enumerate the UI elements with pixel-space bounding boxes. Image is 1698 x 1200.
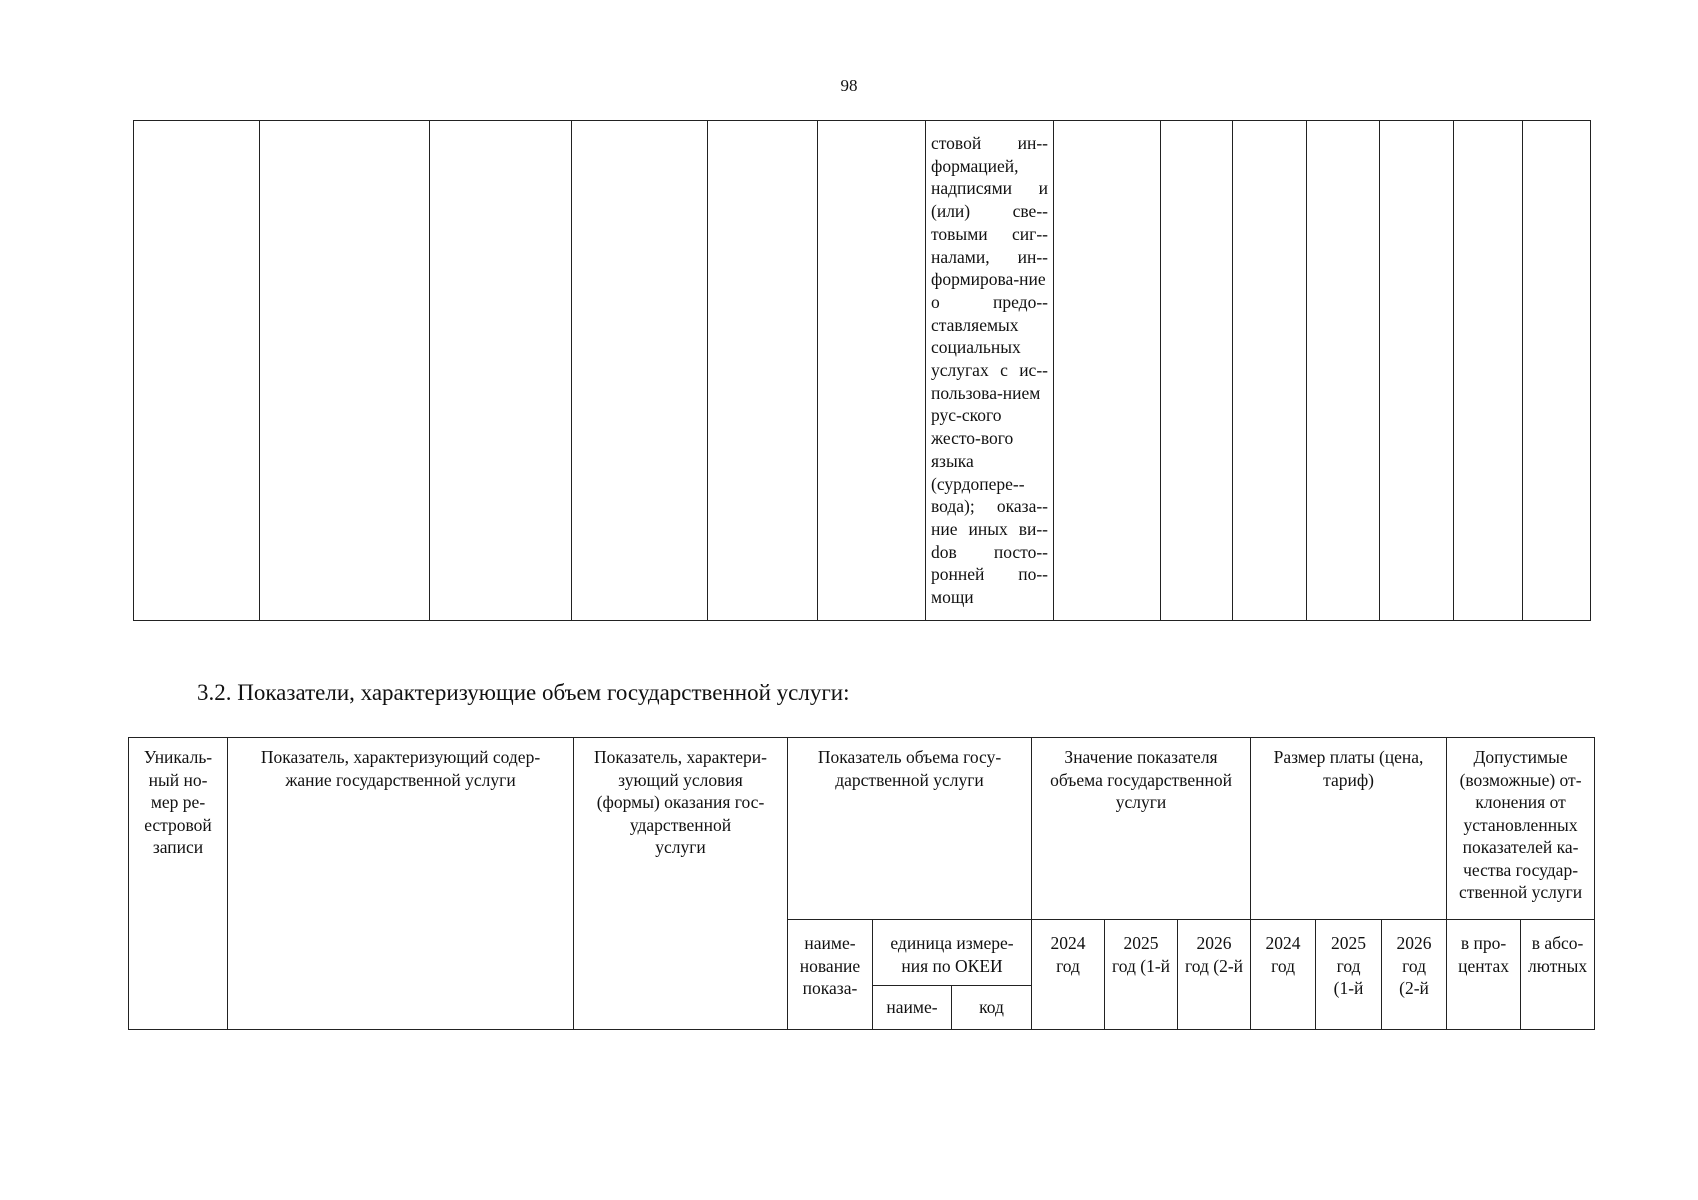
header-conditions-indicator: Показатель, характери- зующий условия (формы) оказания гос- ударственной услуги [574, 738, 788, 1030]
header-2026-value: 2026 год (2-й [1178, 920, 1251, 1030]
continuation-text-cell [926, 121, 1054, 621]
header-in-absolute: в абсо- лютных [1521, 920, 1595, 1030]
header-deviations: Допустимые (возможные) от- клонения от установленных показателей ка- чества государ- ственной услуги [1447, 738, 1595, 920]
table-cell [430, 121, 572, 621]
table-cell [1454, 121, 1523, 621]
table-cell [1233, 121, 1307, 621]
header-2026-fee: 2026 год (2-й [1382, 920, 1447, 1030]
header-unit-name: наиме- [873, 986, 952, 1030]
continuation-table [133, 120, 1591, 621]
table-cell [818, 121, 926, 621]
header-content-indicator: Показатель, характеризующий содер- жание государственной услуги [228, 738, 574, 1030]
header-unit-okei: единица измере- ния по ОКЕИ [873, 920, 1032, 986]
header-in-percent: в про- центах [1447, 920, 1521, 1030]
table-row [129, 738, 1595, 920]
table-cell [1307, 121, 1380, 621]
header-indicator-name: наиме- нование показа- [788, 920, 873, 1030]
header-2025-fee: 2025 год (1-й [1316, 920, 1382, 1030]
table-cell [1523, 121, 1591, 621]
header-unit-code: код [952, 986, 1032, 1030]
header-2025-value: 2025 год (1-й [1105, 920, 1178, 1030]
header-registry-number: Уникаль- ный но- мер ре- естровой записи [129, 738, 228, 1030]
table-cell [1161, 121, 1233, 621]
table-cell [1054, 121, 1161, 621]
header-2024-value: 2024 год [1032, 920, 1105, 1030]
header-2024-fee: 2024 год [1251, 920, 1316, 1030]
header-fee-amount: Размер платы (цена, тариф) [1251, 738, 1447, 920]
table-cell [134, 121, 260, 621]
table-row [134, 121, 1591, 621]
continuation-text: стовой ин-формацией, надписями и (или) све-товыми сиг-налами, ин-формирова-ние о предо-ставляемых социальных услугах с ис-пользова-нием рус-ского жесто-вого языка (сурдопере-вода); оказа-ние иных ви-dов посто-ронней по-мощи [931, 133, 1048, 608]
header-volume-value: Значение показателя объема государственной услуги [1032, 738, 1251, 920]
table-cell [260, 121, 430, 621]
volume-indicators-table [128, 737, 1595, 1030]
header-volume-indicator: Показатель объема госу- дарственной услуги [788, 738, 1032, 920]
table-cell [708, 121, 818, 621]
table-cell [572, 121, 708, 621]
table-cell [1380, 121, 1454, 621]
section-heading: 3.2. Показатели, характеризующие объем государственной услуги: [197, 680, 850, 705]
page-number: 98 [840, 76, 858, 95]
